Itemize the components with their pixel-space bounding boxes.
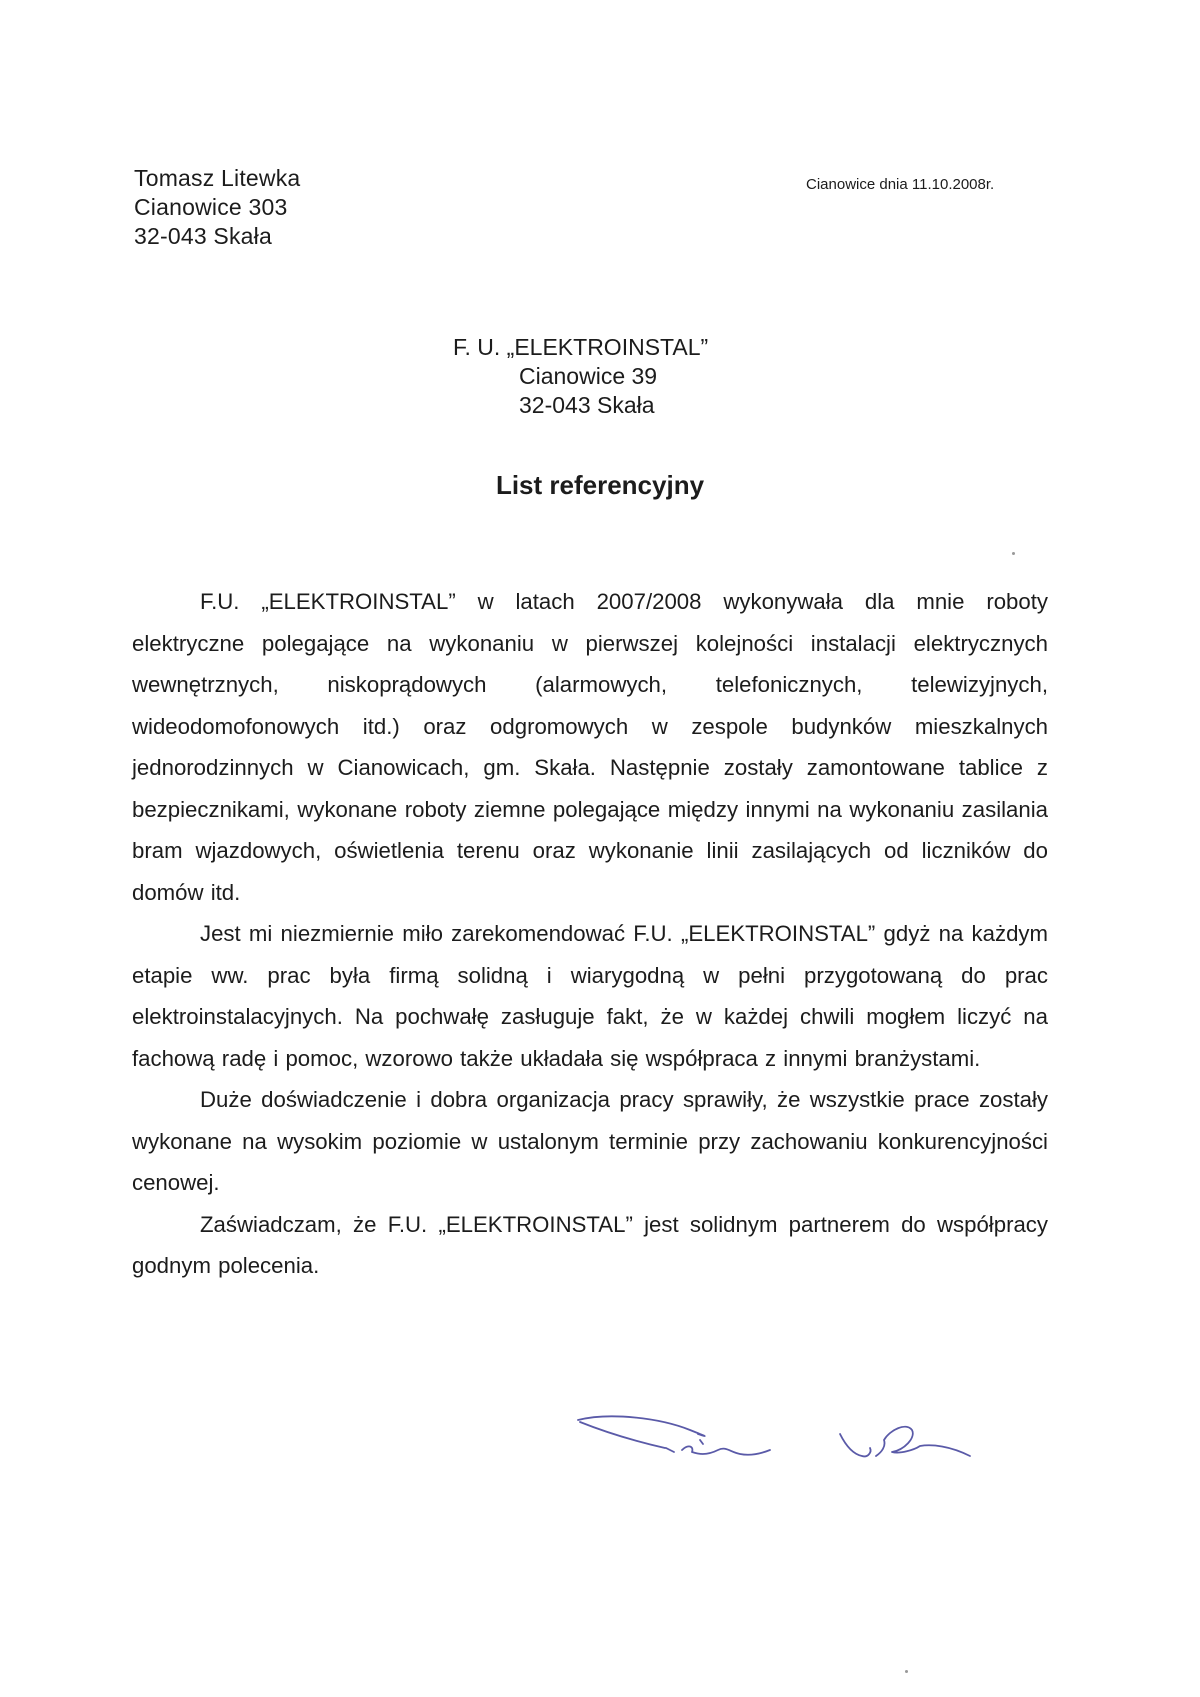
- sender-name: Tomasz Litewka: [134, 165, 301, 191]
- scan-speck: [1012, 552, 1015, 555]
- recipient-company: F. U. „ELEKTROINSTAL”: [453, 334, 709, 360]
- recipient-address-line-1: Cianowice 39: [519, 363, 658, 389]
- body-paragraph-2: Jest mi niezmiernie miło zarekomendować F.U. „ELEKTROINSTAL” gdyż na każdym etapie ww. prac była firmą solidną i wiarygodną w pełni przygotowaną do prac elektroinstalacyjnych. Na pochwałę zasługuje fakt, że w każdej chwili mogłem liczyć na fachową radę i pomoc, wzorowo także układała się współpraca z innymi branżystami.: [132, 921, 1048, 1071]
- date-line: Cianowice dnia 11.10.2008r.: [806, 176, 995, 193]
- body-paragraph-3: Duże doświadczenie i dobra organizacja pracy sprawiły, że wszystkie prace zostały wykonane na wysokim poziomie w ustalonym terminie przy zachowaniu konkurencyjności cenowej.: [132, 1087, 1048, 1195]
- sender-address-block: [134, 164, 300, 251]
- body-paragraph-4: Zaświadczam, że F.U. „ELEKTROINSTAL” jest solidnym partnerem do współpracy godnym polecenia.: [132, 1211, 1048, 1278]
- recipient-address-line-2: 32-043 Skała: [519, 392, 655, 418]
- handwritten-signature: [570, 1400, 1020, 1490]
- body-paragraph-1: F.U. „ELEKTROINSTAL” w latach 2007/2008 wykonywała dla mnie roboty elektryczne polegające na wykonaniu w pierwszej kolejności instalacji elektrycznych wewnętrznych, niskoprądowych (alarmowych, telefonicznych, telewizyjnych, wideodomofonowych itd.) oraz odgromowych w zespole budynków mieszkalnych jednorodzinnych w Cianowicach, gm. Skała. Następnie zostały zamontowane tablice z bezpiecznikami, wykonane roboty ziemne polegające między innymi na wykonaniu zasilania bram wjazdowych, oświetlenia terenu oraz wykonanie linii zasilających od liczników do domów itd.: [132, 589, 1048, 905]
- sender-address-line-1: Cianowice 303: [134, 194, 288, 220]
- scan-speck: [905, 1670, 908, 1673]
- recipient-address-block: [453, 333, 708, 420]
- letter-body: [132, 581, 1048, 1287]
- letter-title: List referencyjny: [495, 470, 705, 500]
- sender-address-line-2: 32-043 Skała: [134, 223, 272, 249]
